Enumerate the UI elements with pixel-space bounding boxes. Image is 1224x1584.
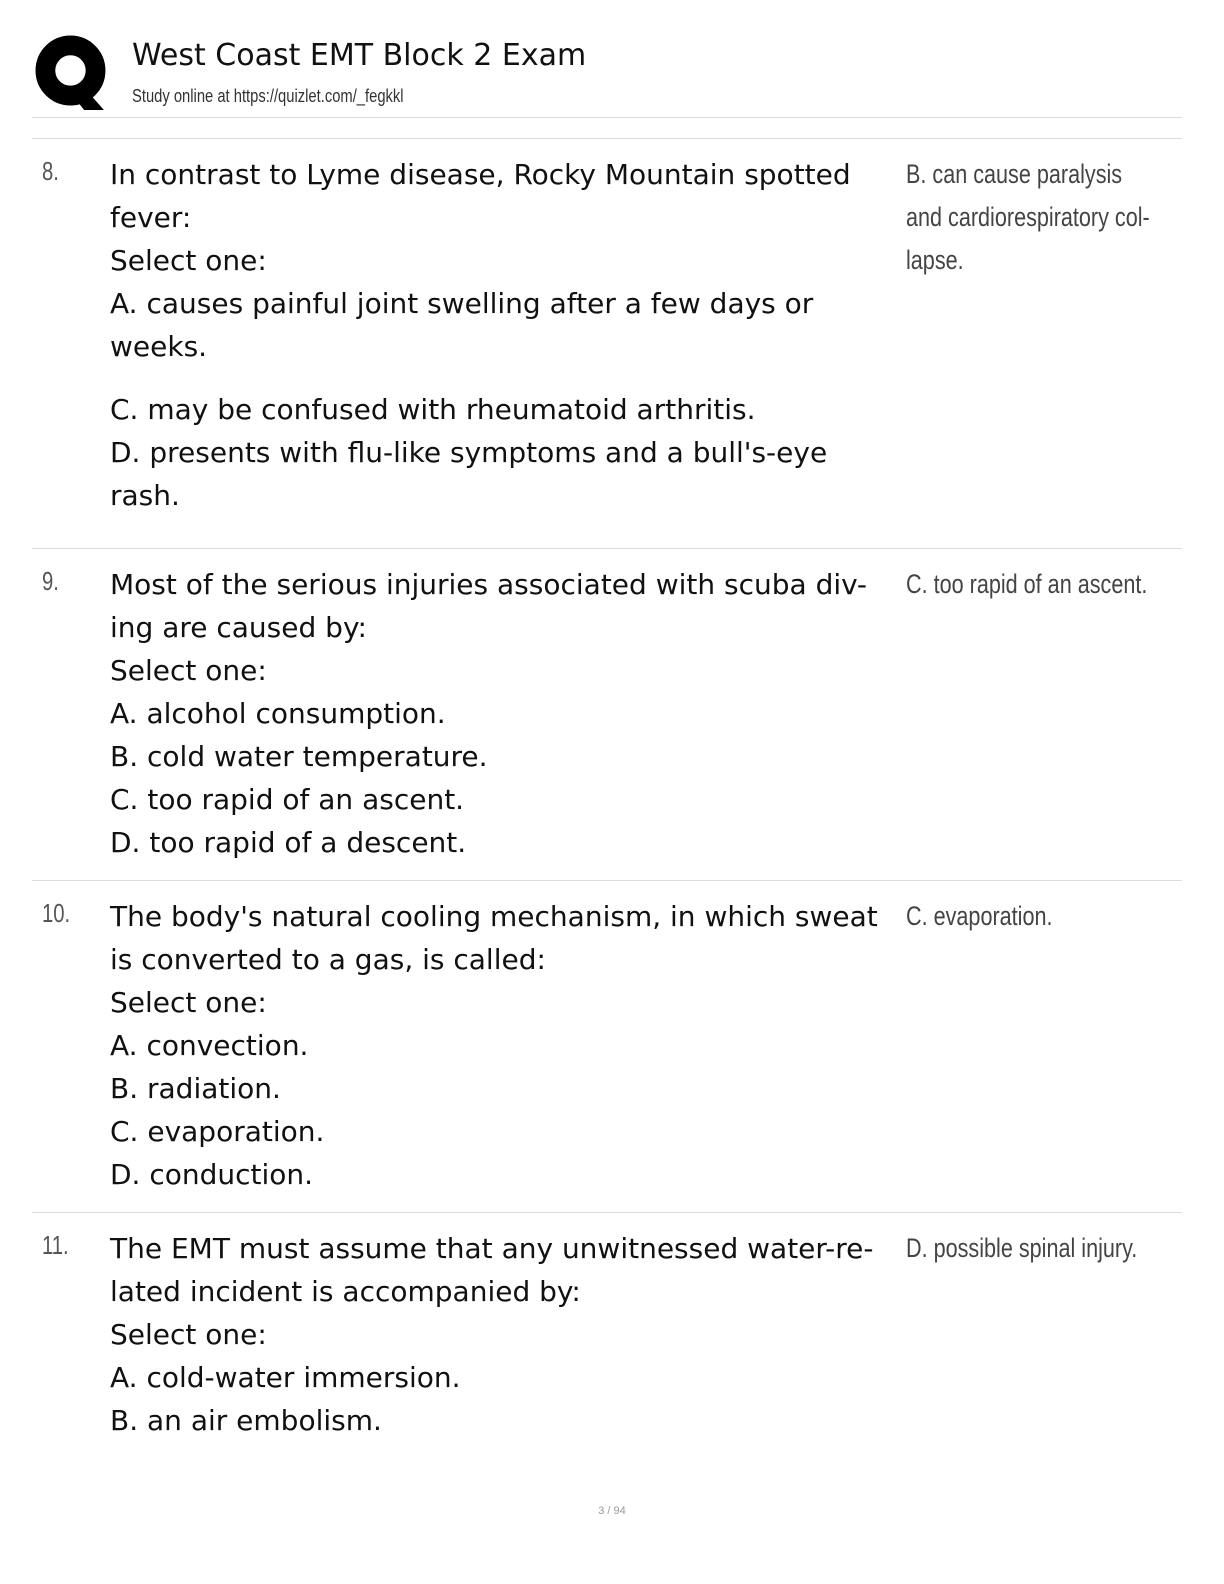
question-line: B. radiation. [110,1072,281,1105]
answer-line: lapse. [906,245,964,275]
question-line: A. cold-water immersion. [110,1361,461,1394]
question-line: C. evaporation. [110,1115,325,1148]
question-line: D. conduction. [110,1158,314,1191]
question-line: A. convection. [110,1029,309,1062]
document-title: West Coast EMT Block 2 Exam [132,38,587,73]
page-header [32,30,1182,120]
question-line: Select one: [110,654,267,687]
question-line: fever: [110,201,192,234]
question-line: Select one: [110,1318,267,1351]
question-line: A. causes painful joint swelling after a few days or [110,287,814,320]
question-line: Select one: [110,244,267,277]
card-number: 10. [42,898,71,928]
question-line: The body's natural cooling mechanism, in which sweat [110,900,878,933]
card-divider [32,1212,1182,1213]
question-line: Most of the serious injuries associated with scuba div- [110,568,868,601]
quizlet-q-logo-icon [34,34,110,110]
answer-line: C. evaporation. [906,901,1053,931]
card-question [110,153,900,517]
card-answer [906,895,1176,938]
answer-line: D. possible spinal injury. [906,1233,1138,1263]
question-line: C. too rapid of an ascent. [110,783,465,816]
question-line: B. cold water temperature. [110,740,488,773]
question-line: C. may be confused with rheumatoid arthritis. [110,393,756,426]
question-line: ing are caused by: [110,611,367,644]
question-line: The EMT must assume that any unwitnessed water-re- [110,1232,874,1265]
card-answer [906,1227,1176,1270]
card-answer [906,563,1176,606]
card-divider [32,880,1182,881]
question-line: In contrast to Lyme disease, Rocky Mountain spotted [110,158,851,191]
card-number: 11. [42,1230,69,1260]
card-question [110,1227,900,1442]
question-line: weeks. [110,330,208,363]
question-line: B. an air embolism. [110,1404,382,1437]
question-line: Select one: [110,986,267,1019]
answer-line: C. too rapid of an ascent. [906,569,1148,599]
card-divider [32,548,1182,549]
question-line: D. presents with flu-like symptoms and a bull's-eye [110,436,828,469]
question-line: lated incident is accompanied by: [110,1275,581,1308]
question-line: D. too rapid of a descent. [110,826,467,859]
card-number: 8. [42,156,59,186]
question-line: A. alcohol consumption. [110,697,446,730]
card-answer [906,153,1176,282]
header-divider-bottom [32,138,1182,139]
answer-line: B. can cause paralysis [906,159,1123,189]
header-divider-top [32,117,1182,118]
card-number: 9. [42,566,59,596]
question-line: is converted to a gas, is called: [110,943,546,976]
question-gap [110,368,900,388]
card-question [110,895,900,1196]
answer-line: and cardiorespiratory col- [906,202,1150,232]
study-online-link[interactable]: Study online at https://quizlet.com/_fegkkl [132,86,404,106]
question-line: rash. [110,479,180,512]
card-question [110,563,900,864]
page-number: 3 / 94 [598,1505,626,1517]
